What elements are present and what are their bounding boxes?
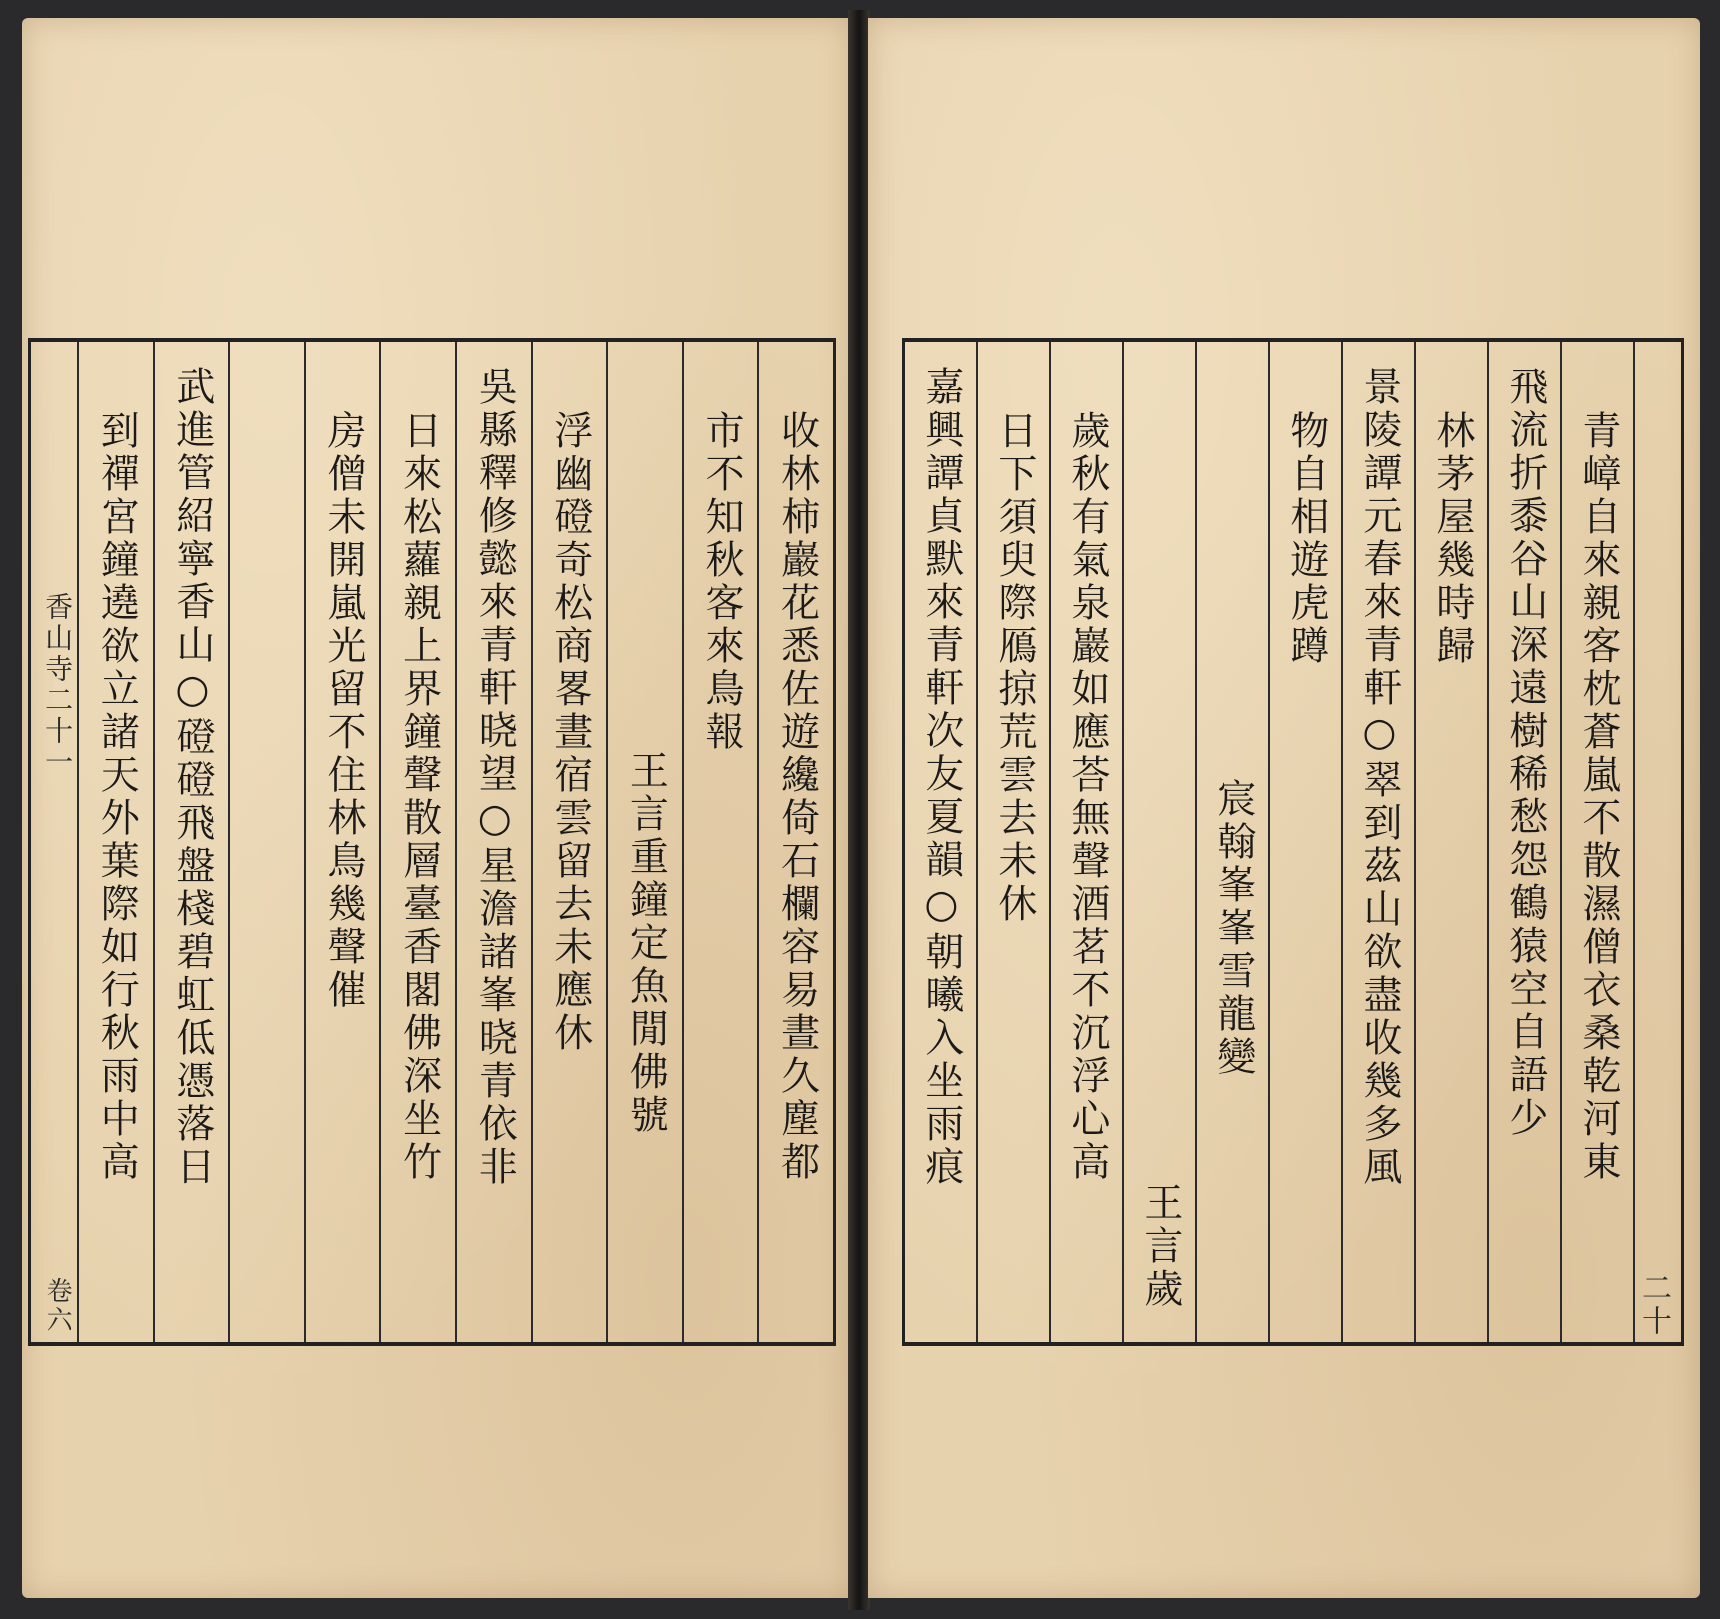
column-text: 歲秋有氣泉巖如應荅無聲酒茗不沉浮心高	[1064, 410, 1110, 1184]
column-text: 市不知秋客來鳥報	[698, 410, 744, 754]
left-column-2	[682, 342, 758, 1342]
column-text: 王言歲	[1137, 1182, 1183, 1311]
right-column-6	[1195, 342, 1268, 1342]
right-text-frame	[902, 338, 1684, 1346]
left-text-frame	[28, 338, 836, 1346]
right-column-3	[1414, 342, 1487, 1342]
left-fold-margin	[31, 342, 77, 1342]
column-text: 日來松蘿親上界鐘聲散層臺香閣佛深坐竹	[396, 410, 442, 1184]
right-fold-margin	[1633, 342, 1681, 1342]
column-text: 到禪宮鐘遶欲立諸天外葉際如行秋雨中高	[94, 410, 140, 1184]
left-column-5	[455, 342, 531, 1342]
column-text: 日下須臾際鴈掠荒雲去未休	[991, 410, 1037, 926]
column-text: 武進管紹寧香山○磴磴飛盤棧碧虹低憑落日	[169, 366, 215, 1189]
right-column-2	[1487, 342, 1560, 1342]
right-column-8	[1049, 342, 1122, 1342]
right-page	[868, 18, 1700, 1598]
right-column-5	[1268, 342, 1341, 1342]
book-gutter	[848, 10, 870, 1610]
column-text: 王言重鐘定魚閒佛號	[623, 750, 669, 1137]
right-column-9	[976, 342, 1049, 1342]
left-column-6	[379, 342, 455, 1342]
right-column-7	[1122, 342, 1195, 1342]
fold-juan-label: 卷六	[42, 1277, 73, 1335]
left-column-7	[304, 342, 380, 1342]
column-text: 浮幽磴奇松商畧晝宿雲留去未應休	[547, 410, 593, 1055]
column-text: 林茅屋幾時歸	[1429, 410, 1475, 668]
column-text: 吳縣釋修懿來青軒晓望○星澹諸峯晓青依非	[472, 366, 518, 1189]
right-column-10	[905, 342, 976, 1342]
column-text: 收林柿巖花悉佐遊纔倚石欄容易晝久塵都	[774, 410, 820, 1184]
column-text: 嘉興譚貞默來青軒次友夏韻○朝曦入坐雨痕	[918, 366, 964, 1189]
left-column-10	[77, 342, 153, 1342]
left-column-4	[531, 342, 607, 1342]
left-page	[22, 18, 850, 1598]
right-column-4	[1341, 342, 1414, 1342]
left-column-3	[606, 342, 682, 1342]
column-text: 房僧未開嵐光留不住林鳥幾聲催	[321, 410, 367, 1012]
column-text: 景陵譚元春來青軒○翠到茲山欲盡收幾多風	[1356, 366, 1402, 1189]
column-text: 物自相遊虎蹲	[1283, 410, 1329, 668]
column-text: 飛流折黍谷山深遠樹稀愁怨鶴猿空自語少	[1502, 366, 1548, 1140]
left-column-8	[228, 342, 304, 1342]
fold-page-number: 二十	[1636, 1272, 1671, 1338]
fold-title: 香山寺二十一	[41, 592, 75, 778]
column-text: 青嶂自來親客枕蒼嵐不散濕僧衣桑乾河東	[1575, 410, 1621, 1184]
left-column-9	[153, 342, 229, 1342]
right-column-1	[1560, 342, 1633, 1342]
left-column-1	[757, 342, 833, 1342]
column-text: 宸翰峯峯雪龍變	[1210, 778, 1256, 1079]
